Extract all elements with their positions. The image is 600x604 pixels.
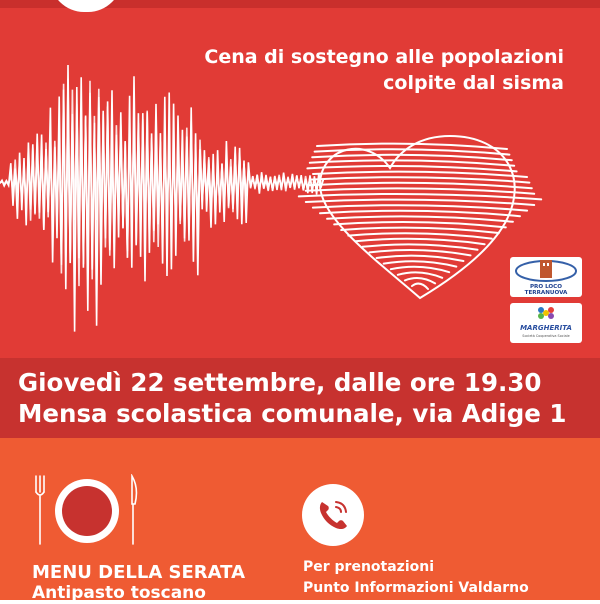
margherita-logo: [510, 303, 582, 343]
headline: [124, 44, 564, 96]
menu-title: MENU DELLA SERATA: [32, 562, 245, 583]
contact-line-1: Per prenotazioni: [303, 559, 435, 575]
heart-scribble: [299, 144, 541, 289]
event-date: Giovedì 22 settembre, dalle ore 19.30: [18, 368, 542, 397]
plate-cutlery-icon: [32, 474, 142, 548]
phone-icon: [302, 484, 364, 546]
info-section: [0, 438, 600, 603]
contact-line-2: Punto Informazioni Valdarno: [303, 580, 529, 596]
pro-loco-logo: [510, 257, 582, 297]
pro-loco-label: PRO LOCO TERRANUOVA: [524, 284, 568, 296]
event-venue: Mensa scolastica comunale, via Adige 1: [18, 399, 567, 428]
flower-icon: [510, 303, 582, 325]
event-banner: [0, 358, 600, 438]
tower-icon: [510, 257, 582, 283]
headline-line-1: Cena di sostegno alle popolazioni: [204, 46, 564, 68]
headline-line-2: colpite dal sisma: [383, 72, 564, 94]
menu-item: Antipasto toscano: [32, 583, 206, 603]
margherita-label: MARGHERITA: [520, 324, 572, 332]
margherita-sublabel: Società Cooperativa Sociale: [522, 334, 570, 338]
